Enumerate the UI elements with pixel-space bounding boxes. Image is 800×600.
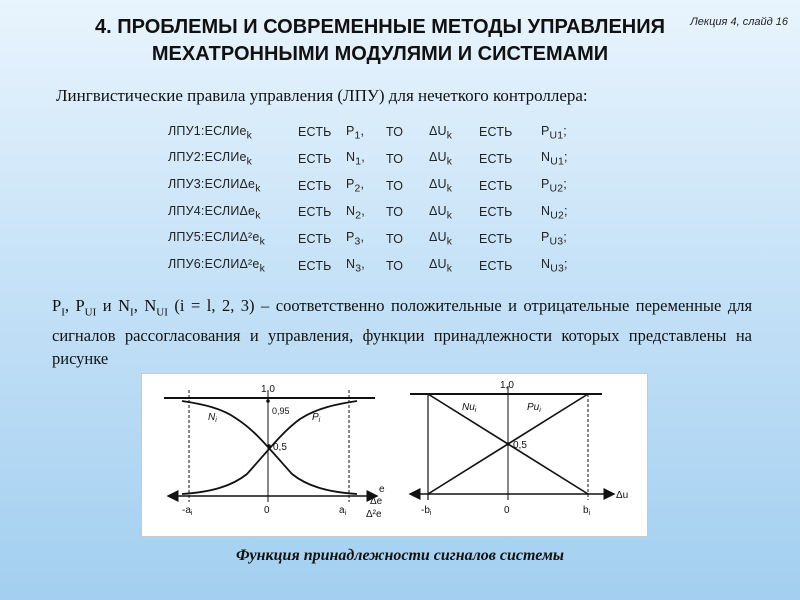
rule-if: ЕСЛИ (204, 123, 240, 138)
rule-output (429, 252, 479, 279)
rule-is2: ЕСТЬ (479, 205, 513, 220)
rule-condition (168, 226, 298, 253)
rule-signal: Δe (239, 176, 256, 191)
left-095-label: 0,95 (272, 406, 290, 416)
right-half-label: 0,5 (513, 440, 527, 451)
left-pos-text: a (339, 505, 345, 516)
rule-out-term-sub: U1 (549, 130, 564, 142)
rule-out-term-sub: U2 (549, 183, 564, 195)
rule-is: ЕСТЬ (298, 125, 332, 140)
left-p-text: P (312, 412, 319, 423)
left-zero-tick: 0 (264, 505, 270, 516)
rule-is2: ЕСТЬ (479, 152, 513, 167)
rule-then: ТО (386, 205, 404, 220)
rule-signal: Δ²e (239, 230, 260, 245)
rule-output-var: ΔU (429, 176, 447, 191)
left-p-label (312, 412, 321, 424)
rule-term-letter: P (346, 176, 355, 191)
desc-nu-sub: UI (156, 306, 168, 319)
right-neg-sub: i (429, 510, 432, 517)
rule-output-var: ΔU (429, 203, 447, 218)
right-neg-tick (421, 505, 432, 517)
rule-term-sub: 3 (355, 263, 362, 275)
rule-out-term: $P_{U2}$; (541, 176, 567, 195)
rule-row (168, 226, 586, 253)
rule-term-letter: P (346, 123, 355, 138)
right-zero-tick: 0 (504, 505, 510, 516)
desc-text: (i = l, 2, 3) – соответственно положительные и отрицательные переменные для сигналов рассогласования и управления, функции принадлежности которых представлены на рисунке (52, 296, 753, 369)
rule-if: ЕСЛИ (204, 230, 240, 245)
left-axis-e: e (379, 484, 385, 495)
rule-then: ТО (386, 152, 404, 167)
rule-condition (168, 199, 298, 226)
rule-signal-sub: k (259, 263, 265, 275)
slide-title-line2: МЕХАТРОННЫМИ МОДУЛЯМИ И СИСТЕМАМИ (151, 43, 609, 65)
desc-p-sub: I (61, 306, 65, 319)
rule-term-sub: 1 (354, 130, 361, 142)
left-neg-tick (182, 505, 193, 517)
left-chart (164, 384, 385, 520)
rule-output-sub: k (446, 210, 453, 222)
rule-is2: ЕСТЬ (479, 232, 513, 247)
right-axis-du: Δu (616, 490, 629, 501)
rule-output (429, 172, 479, 199)
rule-is: ЕСТЬ (298, 178, 332, 193)
rule-term: $N_2$, (346, 203, 365, 222)
membership-figure (141, 373, 648, 537)
rule-out-term-sub: U3 (549, 236, 564, 248)
rule-signal: Δ²e (239, 257, 260, 272)
rule-term-sub: 3 (354, 236, 361, 248)
rule-term-sub: 2 (354, 183, 361, 195)
rule-out-term-sub: U2 (550, 210, 564, 222)
rule-then: ТО (386, 258, 404, 273)
rule-output-sub: k (446, 263, 453, 275)
rule-out-term-letter: P (541, 176, 550, 191)
rule-row (168, 146, 586, 173)
rule-out-term: $N_{U2}$; (541, 203, 568, 222)
rule-output-var: ΔU (429, 257, 447, 272)
rule-signal-sub: k (255, 183, 261, 195)
left-half-point (267, 444, 271, 448)
desc-nu: N (144, 296, 157, 315)
desc-n-sub: I (130, 306, 134, 319)
rule-term: $P_2$, (346, 176, 365, 195)
rule-output-var: ΔU (429, 230, 447, 245)
rule-out-term: $P_{U1}$; (541, 123, 567, 142)
desc-pu: P (75, 296, 85, 315)
left-p-sub: i (318, 417, 321, 424)
rule-row (168, 199, 586, 226)
rule-is: ЕСТЬ (298, 205, 332, 220)
rules-table (168, 119, 586, 279)
left-neg-text: -a (182, 505, 191, 516)
rule-if: ЕСЛИ (204, 150, 240, 165)
left-n-label (208, 412, 217, 424)
rule-signal: e (239, 123, 247, 138)
right-neg-text: -b (421, 505, 430, 516)
rule-output (429, 119, 479, 146)
rule-out-term-sub: U1 (550, 156, 564, 168)
rule-output-sub: k (446, 183, 453, 195)
left-neg-sub: i (190, 510, 193, 517)
left-pos-sub: i (344, 510, 347, 517)
left-half-label: 0,5 (273, 442, 287, 453)
rule-is: ЕСТЬ (298, 258, 332, 273)
desc-and: и (102, 296, 112, 315)
rule-is2: ЕСТЬ (479, 178, 513, 193)
left-one-label: 1,0 (261, 384, 275, 395)
right-p-label (527, 402, 541, 414)
rule-then: ТО (386, 232, 404, 247)
desc-p: P (52, 296, 62, 315)
rule-name: ЛПУ2: (168, 150, 205, 165)
rule-out-term-letter: N (541, 257, 551, 272)
rule-term-letter: P (346, 230, 355, 245)
description-paragraph: $P_I$, $P_{UI}$ и $N_I$, $N_{UI}$ (i = l, 2, 3) – соответственно положительные и отрицательные переменные для сигналов рассогласования и управления, функции принадлежности которых представлены на рисунке (52, 296, 753, 369)
rule-signal-sub: k (246, 156, 253, 168)
rule-term: $N_3$, (346, 257, 365, 275)
slide-title-line1: 4. ПРОБЛЕМЫ И СОВРЕМЕННЫЕ МЕТОДЫ УПРАВЛЕНИЯ (95, 16, 665, 38)
rule-term-letter: N (346, 150, 356, 165)
intro-text: Лингвистические правила управления (ЛПУ) для нечеткого контроллера: (56, 86, 588, 105)
right-pos-tick (583, 505, 591, 517)
right-n-text: Nu (462, 402, 475, 413)
left-axis-d2e: Δ²e (366, 509, 382, 520)
rule-name: ЛПУ4: (168, 203, 205, 218)
rule-signal-sub: k (255, 210, 261, 222)
rule-name: ЛПУ6: (168, 257, 205, 272)
rule-term-sub: 1 (355, 156, 362, 168)
rule-output-var: ΔU (429, 150, 447, 165)
rule-output (429, 146, 479, 173)
rule-term-letter: N (346, 203, 356, 218)
rule-is: ЕСТЬ (298, 232, 332, 247)
rule-output-sub: k (446, 130, 453, 142)
right-one-label: 1,0 (500, 380, 514, 391)
desc-pu-sub: UI (84, 306, 97, 319)
right-chart (410, 380, 628, 517)
rule-out-term: $N_{U1}$; (541, 150, 568, 168)
figure-caption: Функция принадлежности сигналов системы (235, 547, 565, 564)
rule-out-term: $N_{U3}$; (541, 257, 568, 275)
rule-output-var: ΔU (429, 123, 447, 138)
membership-charts (142, 374, 647, 536)
rule-term-letter: N (346, 257, 356, 272)
rule-term: $P_1$, (346, 123, 365, 142)
rule-condition (168, 146, 298, 173)
rule-term: $P_3$, (346, 230, 365, 248)
rule-condition (168, 172, 298, 199)
rule-term: $N_1$, (346, 150, 365, 168)
rule-row (168, 119, 586, 146)
rule-out-term-letter: P (541, 230, 550, 245)
rule-name: ЛПУ1: (168, 123, 205, 138)
rule-is2: ЕСТЬ (479, 125, 513, 140)
left-095-point (266, 399, 270, 403)
rule-condition (168, 119, 298, 146)
right-pos-sub: i (588, 510, 591, 517)
rule-signal-sub: k (246, 130, 253, 142)
right-pos-text: b (583, 505, 589, 516)
right-p-sub: i (539, 407, 541, 414)
desc-n: N (118, 296, 131, 315)
rule-out-term-letter: N (541, 203, 551, 218)
rule-row (168, 172, 586, 199)
rule-output (429, 199, 479, 226)
rule-out-term-sub: U3 (550, 263, 564, 275)
rule-condition (168, 252, 298, 279)
rule-term-sub: 2 (355, 210, 362, 222)
rule-name: ЛПУ3: (168, 176, 205, 191)
rule-if: ЕСЛИ (204, 176, 240, 191)
left-pos-tick (339, 505, 347, 517)
rule-if: ЕСЛИ (204, 203, 240, 218)
right-n-sub: i (474, 407, 477, 414)
rule-if: ЕСЛИ (204, 257, 240, 272)
slide-reference: Лекция 4, слайд 16 (690, 16, 788, 28)
rule-is: ЕСТЬ (298, 152, 332, 167)
right-p-text: Pu (527, 402, 540, 413)
rule-row (168, 252, 586, 279)
rule-out-term-letter: N (541, 150, 551, 165)
left-n-sub: i (215, 417, 217, 424)
rule-signal: Δe (239, 203, 256, 218)
rule-output-sub: k (446, 156, 453, 168)
rule-signal: e (239, 150, 247, 165)
left-n-text: N (208, 412, 216, 423)
rule-is2: ЕСТЬ (479, 258, 513, 273)
rule-output-sub: k (446, 236, 453, 248)
slide-title (0, 14, 760, 68)
rule-signal-sub: k (259, 236, 265, 248)
rule-then: ТО (386, 178, 404, 193)
rule-out-term: $P_{U3}$; (541, 230, 567, 248)
rule-then: ТО (386, 125, 404, 140)
rule-out-term-letter: P (541, 123, 550, 138)
right-half-point (506, 442, 510, 446)
rule-output (429, 226, 479, 253)
left-axis-de: Δe (370, 496, 383, 507)
right-n-label (462, 402, 477, 414)
rule-name: ЛПУ5: (168, 230, 205, 245)
